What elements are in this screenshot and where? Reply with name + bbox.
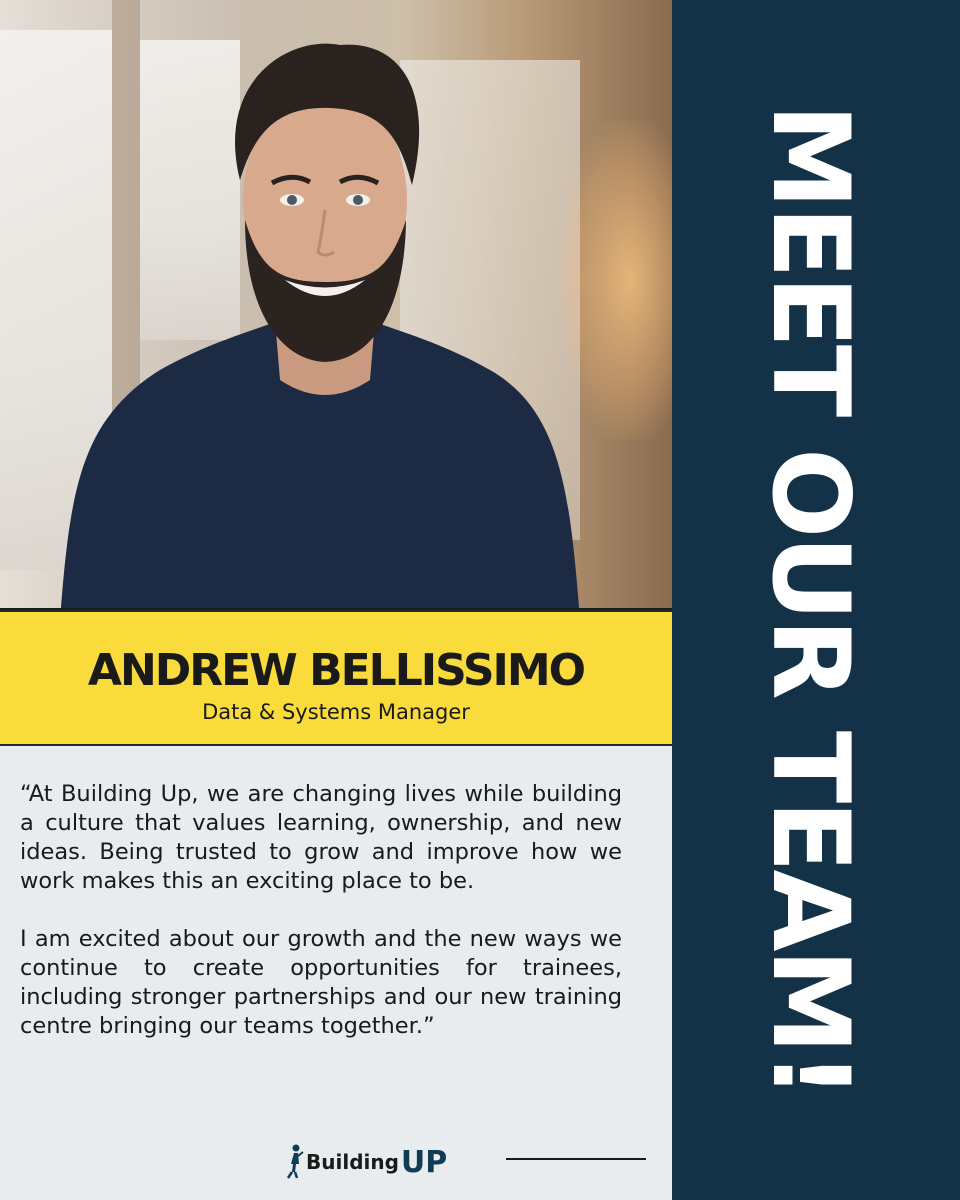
quote-paragraph: I am excited about our growth and the new ways we continue to create opportunities for trainees, including stronger partnerships and our new training centre bringing our teams together.” bbox=[20, 926, 622, 1039]
portrait-photo bbox=[0, 0, 672, 608]
logo-up: UP bbox=[400, 1144, 448, 1180]
quote-text bbox=[20, 780, 622, 1070]
quote-panel bbox=[0, 746, 672, 1200]
name-band bbox=[0, 610, 672, 746]
banner-title: MEET OUR TEAM! bbox=[749, 103, 872, 1097]
person-silhouette bbox=[40, 20, 600, 608]
worker-figure-icon bbox=[282, 1144, 304, 1180]
logo-word: Building bbox=[306, 1150, 399, 1174]
building-up-logo bbox=[282, 1142, 447, 1182]
person-name: ANDREW BELLISSIMO bbox=[87, 645, 585, 696]
divider-line bbox=[506, 1158, 646, 1160]
quote-paragraph: “At Building Up, we are changing lives while building a culture that values learning, ownership, and new ideas. Being trusted to grow and improve how we work makes this an exciting place to be. bbox=[20, 781, 622, 894]
person-role: Data & Systems Manager bbox=[202, 700, 470, 724]
